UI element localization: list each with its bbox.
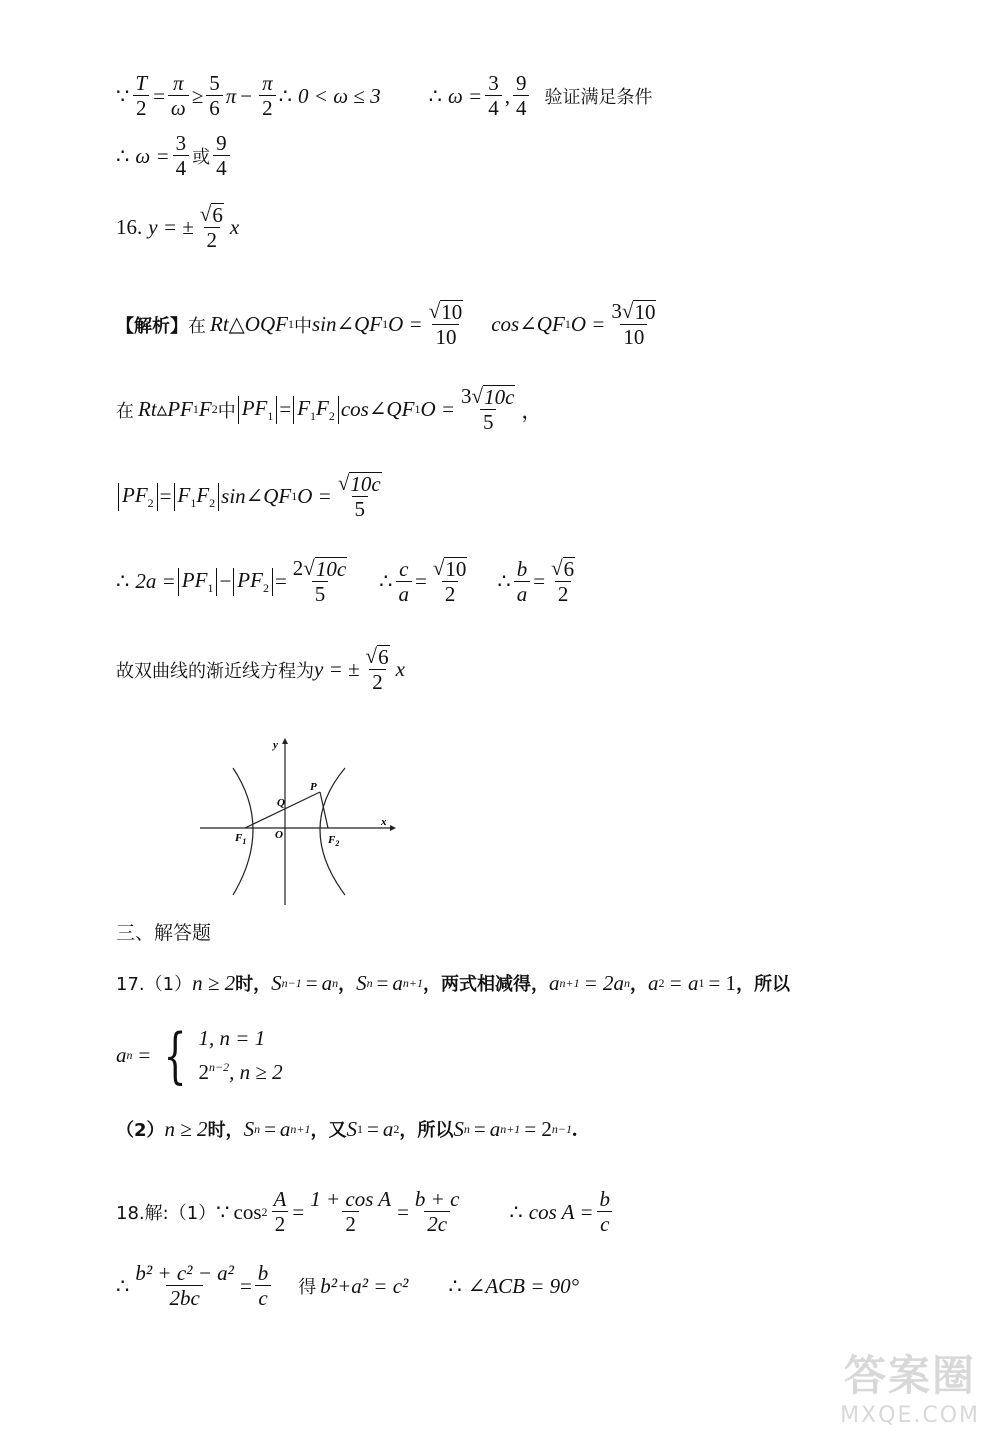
- line-pf2: $PF_2$ = $F_1F_2$ sin∠QF 1 O = √ 10c 5: [116, 472, 388, 521]
- fraction-law-of-cosines: $\frac{\text{b² + c² − a²}}{2bc}$: [135, 1261, 234, 1311]
- line-1: ∵ $\frac{T}{2}$ = $\frac{\pi}{\omega}$ ≥ $\frac{5}{6}$ π − $\frac{\pi}{2}$ ∴ 0 < ω ≤ 3 ∴ ω = $\frac{3}{4}$ , $\frac{9}{4}$ 验证满足条件: [116, 71, 653, 121]
- fraction-A-over-2: $\frac{A}{2}$: [273, 1187, 287, 1237]
- fraction-3-over-4b: $\frac{3}{4}$: [173, 132, 190, 180]
- label-x: x: [381, 816, 387, 828]
- fraction-3sqrt10-over-10: 3 √ 10 10: [611, 299, 656, 350]
- q17-part2: （2） n ≥ 2 时， S n = a n+1 ，又 S 1 = a 2 ，所以 S n = a n+1 = 2 n−1 .: [116, 1116, 578, 1141]
- section-heading-answers: 三、解答题: [116, 922, 212, 944]
- x-axis-arrow: [390, 825, 396, 831]
- omega-range: 0 < ω ≤ 3: [298, 83, 381, 108]
- because-symbol: ∵: [116, 83, 130, 108]
- fraction-5-over-6: $\frac{5}{6}$: [206, 72, 223, 120]
- fraction-pi-over-2: $\frac{\pi}{2}$: [259, 72, 276, 120]
- q18-line1: 18.解:（1） ∵ cos 2 $\frac{A}{2}$ = $\frac{\text{1 + cos A}}{2}$ = $\frac{b + c}{2c}$ ∴ cos A = $\frac{b}{c}$: [116, 1188, 616, 1236]
- line-2: ∴ ω = $\frac{3}{4}$ 或 $\frac{9}{4}$: [116, 132, 233, 180]
- fraction-c-over-a: $\frac{c}{a}$: [396, 558, 413, 606]
- verify-text: 验证满足条件: [544, 87, 653, 109]
- label-F1: $F_1$: [235, 832, 247, 846]
- fraction-sqrt6-over-2b: √ 6 2: [551, 556, 575, 607]
- label-O: O: [275, 829, 283, 841]
- fraction-3sqrt10c-over-5: 3 √ 10c 5: [461, 384, 515, 435]
- fraction-9-over-4: $\frac{9}{4}$: [513, 72, 530, 120]
- fraction-b-over-c2: $\frac{b}{c}$: [255, 1262, 272, 1310]
- line-pf1: 在 Rt▵PF 1 F 2 中 $PF_1$ = $F_1F_2$ cos∠QF 1 O = 3 √ 10c 5 ，: [116, 384, 543, 435]
- fraction-pi-over-omega: $\frac{\pi}{\omega}$: [168, 72, 189, 120]
- fraction-1pluscosA-over-2: $\frac{\text{1 + cos A}}{2}$: [310, 1187, 392, 1237]
- fraction-T-over-2: $\frac{T}{2}$: [132, 72, 150, 120]
- fraction-sqrt6-over-2c: √ 6 2: [365, 644, 389, 695]
- analysis-tag: 【解析】: [116, 315, 188, 337]
- fraction-sqrt10c-over-5: √ 10c 5: [337, 471, 381, 522]
- label-Q: Q: [277, 797, 285, 809]
- analysis-line: 【解析】 在 Rt△OQF 1 中 sin∠QF 1 O = √ 10 10 cos∠QF 1 O = 3 √ 10 10: [116, 300, 662, 349]
- fraction-sqrt6-over-2: √ 6 2: [199, 202, 223, 253]
- q17-piecewise: a n = { 1, n = 1 $2^{n-2}$, n ≥ 2: [116, 1020, 283, 1091]
- fraction-b-over-a: $\frac{b}{a}$: [514, 558, 531, 606]
- ge-symbol: ≥: [191, 83, 204, 108]
- watermark-logo: 答案圈 MXQE.COM: [840, 1351, 980, 1428]
- line-2a: ∴ 2a = $PF_1$ − $PF_2$ = 2 √ 10c 5 ∴ $\frac{c}{a}$ = √ 10 2 ∴ $\frac{b}{a}$ = √ 6 2: [116, 557, 581, 606]
- q16-answer: 16. y = ± √ 6 2 x: [116, 202, 240, 253]
- label-y: y: [273, 739, 278, 751]
- label-F2: $F_2$: [328, 834, 340, 848]
- cases: 1, n = 1 $2^{n-2}$, n ≥ 2: [198, 1026, 283, 1084]
- fraction-bplusc-over-2c: $\frac{b + c}{2c}$: [414, 1187, 460, 1237]
- fraction-9-over-4b: $\frac{9}{4}$: [213, 132, 230, 180]
- right-branch: [320, 768, 345, 895]
- fraction-3-over-4: $\frac{3}{4}$: [485, 72, 502, 120]
- fraction-2sqrt10c-over-5: 2 √ 10c 5: [292, 556, 347, 607]
- fraction-sqrt10-over-10: √ 10 10: [428, 299, 463, 350]
- y-axis-arrow: [282, 738, 288, 744]
- fraction-sqrt10-over-2: √ 10 2: [432, 556, 467, 607]
- asymptote-conclusion: 故双曲线的渐近线方程为 y = ± √ 6 2 x: [116, 644, 405, 695]
- left-brace: {: [163, 1020, 187, 1091]
- label-P: P: [310, 781, 317, 793]
- q17-part1: 17.（1） n ≥ 2 时， S n−1 = a n ， S n = a n+1 ， 两式相减得， a n+1 = 2a n ， a 2 = a 1 = 1 ，所以: [116, 970, 791, 995]
- fraction-b-over-c: $\frac{b}{c}$: [597, 1188, 614, 1236]
- hyperbola-figure: [195, 730, 415, 910]
- q18-line2: ∴ $\frac{\text{b² + c² − a²}}{2bc}$ = $\frac{b}{c}$ 得 b²+a² = c² ∴ ∠ACB = 90°: [116, 1261, 580, 1311]
